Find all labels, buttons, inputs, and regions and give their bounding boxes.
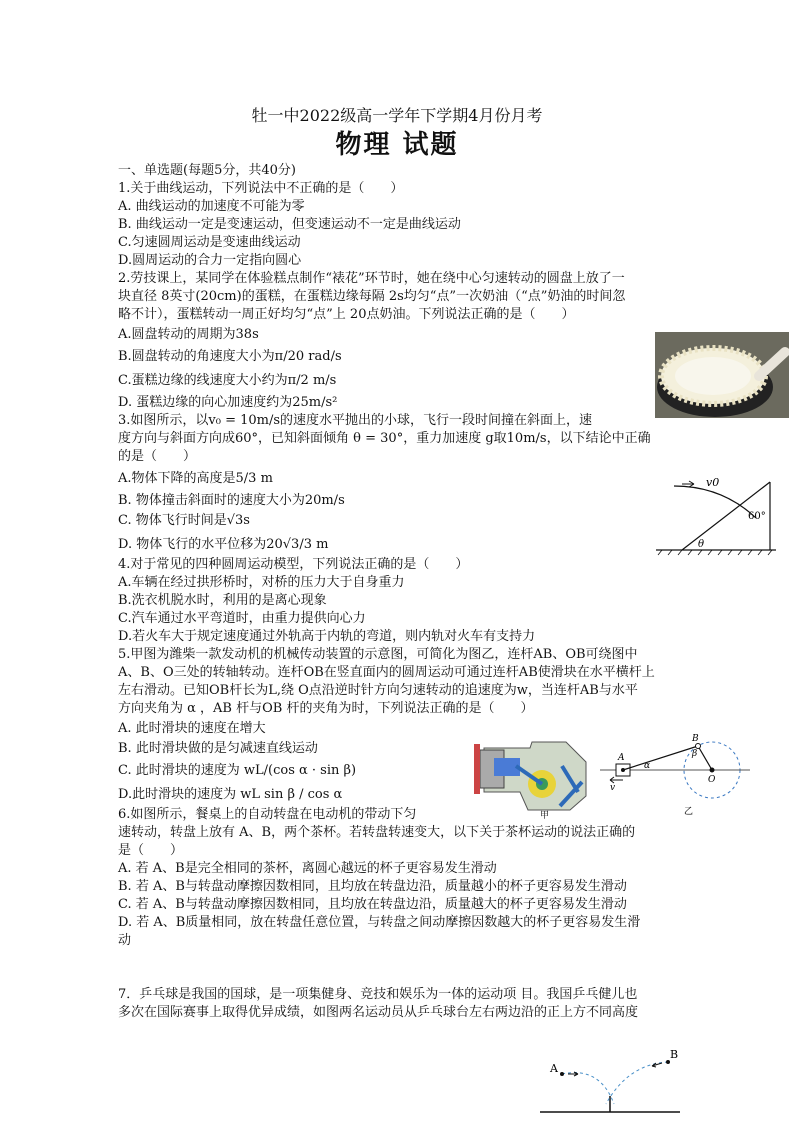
q5-stem-line4: 方向夹角为 α ，AB 杆与OB 杆的夹角为时，下列说法正确的是（ ） xyxy=(118,701,534,716)
q3-stem-line2: 度方向与斜面方向成60°，已知斜面倾角 θ = 30°，重力加速度 g取10m/s，以下结论中正确 xyxy=(118,431,651,446)
q1-option-d: D.圆周运动的合力一定指向圆心 xyxy=(118,253,302,268)
q6-stem-line2: 速转动，转盘上放有 A、B，两个茶杯。若转盘转速变大，以下关于茶杯运动的说法正确的 xyxy=(118,825,636,840)
q3-stem-line1: 3.如图所示，以v₀ = 10m/s的速度水平抛出的小球，飞行一段时间撞在斜面上，速 xyxy=(118,413,593,428)
linkage-figure xyxy=(600,730,750,820)
school-title: 牡一中2022级高一学年下学期4月份月考 xyxy=(251,106,543,125)
velocity-label: v xyxy=(610,783,616,793)
subject-title: 物理 试题 xyxy=(335,130,459,160)
q5-stem-line3: 左右滑动。已知OB杆长为L,绕 O点沿逆时针方向匀速转动的追速度为w，当连杆AB与水平 xyxy=(118,683,638,698)
angle-60-label: 60° xyxy=(748,511,766,522)
q6-option-d: D. 若 A、B质量相同，放在转盘任意位置，与转盘之间动摩擦因数越大的杯子更容易发生滑 xyxy=(118,915,641,930)
point-b-label: B xyxy=(692,734,699,744)
q3-option-a: A.物体下降的高度是5/3 m xyxy=(118,471,273,486)
q6-stem-line3: 是（ ） xyxy=(118,843,184,858)
q2-option-b: B.圆盘转动的角速度大小为π/20 rad/s xyxy=(118,349,342,364)
q2-option-c: C.蛋糕边缘的线速度大小约为π/2 m/s xyxy=(118,373,337,388)
q2-stem-line3: 略不计），蛋糕转动一周正好均匀“点”上 20点奶油。下列说法正确的是（ ） xyxy=(118,307,575,322)
q4-option-d: D.若火车大于规定速度通过外轨高于内轨的弯道，则内轨对火车有支持力 xyxy=(118,629,536,644)
player-a-label: A xyxy=(550,1062,558,1075)
q5-option-c: C. 此时滑块的速度为 wL/(cos α · sin β) xyxy=(118,763,357,778)
incline-figure xyxy=(652,474,782,556)
point-o-label: O xyxy=(708,775,716,785)
q5-stem-line1: 5.甲图为潍柴一款发动机的机械传动装置的示意图，可简化为图乙，连杆AB、OB可绕图中 xyxy=(118,647,638,662)
section-heading: 一、单选题(每题5分，共40分) xyxy=(118,163,296,178)
q3-option-d: D. 物体飞行的水平位移为20√3/3 m xyxy=(118,537,329,552)
q2-stem-line1: 2.劳技课上，某同学在体验糕点制作“裱花”环节时，她在绕中心匀速转动的圆盘上放了一 xyxy=(118,271,625,286)
engine-figure xyxy=(470,730,600,820)
q1-option-c: C.匀速圆周运动是变速曲线运动 xyxy=(118,235,301,250)
q5-stem-line2: A、B、O三处的转轴转动。连杆OB在竖直面内的圆周运动可通过连杆AB使滑块在水平横杆上 xyxy=(118,665,655,680)
q3-stem-line3: 的是（ ） xyxy=(118,449,197,464)
q4-option-b: B.洗衣机脱水时，利用的是离心现象 xyxy=(118,593,327,608)
q2-option-a: A.圆盘转动的周期为38s xyxy=(118,327,259,342)
q5-option-b: B. 此时滑块做的是匀减速直线运动 xyxy=(118,741,318,756)
q4-option-c: C.汽车通过水平弯道时，由重力提供向心力 xyxy=(118,611,366,626)
fig-jia-label: 甲 xyxy=(540,811,550,820)
point-a-label: A xyxy=(618,753,625,763)
q7-stem-line2: 多次在国际赛事上取得优异成绩，如图两名运动员从乒乓球台左右两边沿的正上方不同高度 xyxy=(118,1005,639,1020)
q2-stem-line2: 块直径 8英寸(20cm)的蛋糕，在蛋糕边缘每隔 2s均匀“点”一次奶油（“点”奶油的时间忽 xyxy=(118,289,626,304)
q5-option-d: D.此时滑块的速度为 wL sin β / cos α xyxy=(118,787,343,802)
q6-option-c: C. 若 A、B与转盘动摩擦因数相同，且均放在转盘边沿，质量越大的杯子更容易发生滑动 xyxy=(118,897,627,912)
q3-option-c: C. 物体飞行时间是√3s xyxy=(118,513,250,528)
q1-option-a: A. 曲线运动的加速度不可能为零 xyxy=(118,199,305,214)
q6-option-b: B. 若 A、B与转盘动摩擦因数相同，且均放在转盘边沿，质量越小的杯子更容易发生滑动 xyxy=(118,879,627,894)
v0-label: v0 xyxy=(706,476,720,489)
q2-option-d: D. 蛋糕边缘的向心加速度约为25m/s² xyxy=(118,395,338,410)
q7-stem-line1: 7．乒乓球是我国的国球，是一项集健身、竞技和娱乐为一体的运动项 目。我国乒乓健儿也 xyxy=(118,987,638,1002)
cake-photo xyxy=(655,332,789,418)
theta-label: θ xyxy=(698,539,705,550)
q6-stem-line1: 6.如图所示，餐桌上的自动转盘在电动机的带动下匀 xyxy=(118,807,417,822)
player-b-label: B xyxy=(670,1048,679,1061)
beta-label: β xyxy=(692,749,698,759)
q1-stem: 1.关于曲线运动，下列说法中不正确的是（ ） xyxy=(118,181,404,196)
q6-option-d-cont: 动 xyxy=(118,933,132,948)
q1-option-b: B. 曲线运动一定是变速运动，但变速运动不一定是曲线运动 xyxy=(118,217,461,232)
fig-yi-label: 乙 xyxy=(684,807,694,817)
q3-option-b: B. 物体撞击斜面时的速度大小为20m/s xyxy=(118,493,345,508)
pingpong-figure xyxy=(540,1044,690,1118)
q4-stem: 4.对于常见的四种圆周运动模型，下列说法正确的是（ ） xyxy=(118,557,469,572)
q4-option-a: A.车辆在经过拱形桥时，对桥的压力大于自身重力 xyxy=(118,575,405,590)
q5-option-a: A. 此时滑块的速度在增大 xyxy=(118,721,266,736)
q6-option-a: A. 若 A、B是完全相同的茶杯，离圆心越远的杯子更容易发生滑动 xyxy=(118,861,497,876)
alpha-label: α xyxy=(644,761,651,771)
